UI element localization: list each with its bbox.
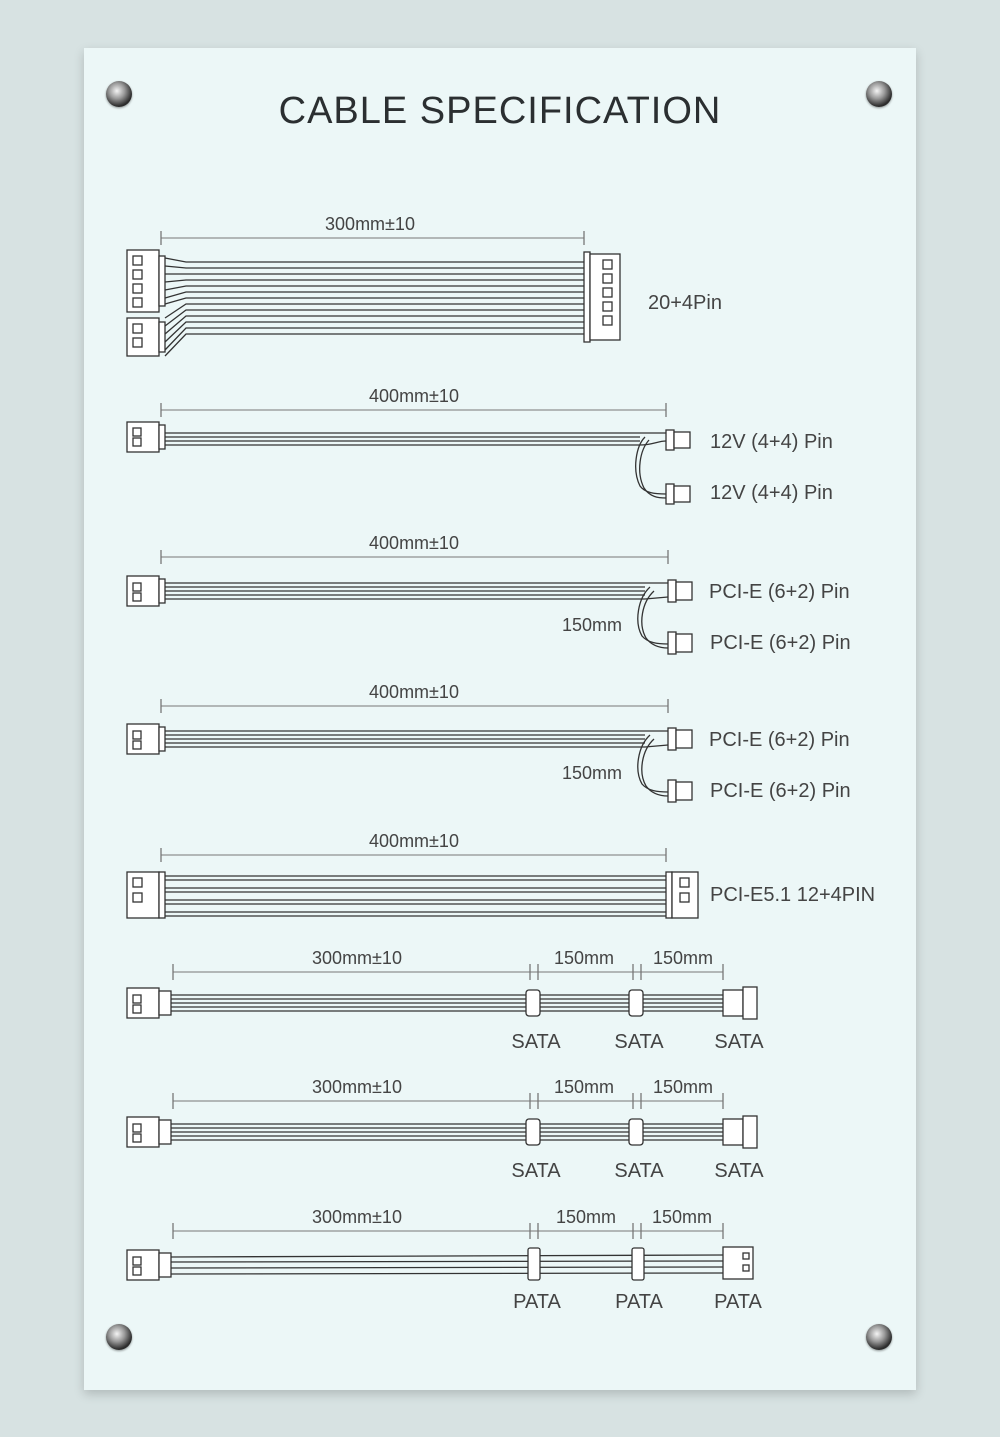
pata-segment-3-label: 150mm (651, 1207, 713, 1227)
pcie-6pin-connector-icon (127, 724, 165, 754)
sata-connector-icon (629, 990, 643, 1016)
pcie5-connector-label: PCI-E5.1 12+4PIN (710, 884, 876, 906)
cable-sata-1 (127, 964, 757, 1019)
pata-connector-icon (528, 1248, 540, 1280)
cpu-length-label: 400mm±10 (369, 386, 459, 406)
atx-length-label: 300mm±10 (325, 214, 415, 234)
cpu-4pin-connector-icon (666, 430, 690, 504)
sata1-connector-label-1: SATA (511, 1031, 561, 1053)
sata2-connector-label-3: SATA (714, 1160, 764, 1182)
sata-connector-icon (526, 990, 540, 1016)
sata-connector-icon (743, 987, 757, 1019)
pata-connector-icon (723, 1247, 753, 1279)
cpu-8pin-connector-icon (127, 422, 165, 452)
cable-sata-2 (127, 1093, 757, 1148)
sata-psu-connector-icon (127, 1117, 171, 1147)
pcie-6pin-connector-icon (127, 576, 165, 606)
sata1-segment-2-label: 150mm (553, 948, 615, 968)
pata-connector-label-2: PATA (615, 1291, 663, 1313)
sata-psu-connector-icon (127, 988, 171, 1018)
sata2-connector-label-2: SATA (614, 1160, 664, 1182)
cable-pcie-1 (127, 550, 692, 654)
pcie-6plus2-connector-icon (668, 728, 692, 802)
pata-connector-label-1: PATA (513, 1291, 561, 1313)
atx-4pin-connector-icon (127, 318, 165, 356)
pcie1-branch-label: 150mm (561, 615, 622, 635)
sata2-segment-3-label: 150mm (652, 1077, 714, 1097)
cable-pcie-2 (127, 699, 692, 802)
pcie2-connector-label-1: PCI-E (6+2) Pin (709, 729, 850, 751)
cable-cpu (127, 403, 690, 504)
pcie1-length-label: 400mm±10 (369, 533, 459, 553)
sata1-connector-label-2: SATA (614, 1031, 664, 1053)
pcie2-length-label: 400mm±10 (369, 682, 459, 702)
cpu-connector-label-1: 12V (4+4) Pin (710, 431, 833, 453)
sata-connector-icon (629, 1119, 643, 1145)
sata1-connector-label-3: SATA (714, 1031, 764, 1053)
sata2-segment-2-label: 150mm (553, 1077, 615, 1097)
atx-20pin-connector-icon (127, 250, 165, 312)
pata-psu-connector-icon (127, 1250, 171, 1280)
pcie1-connector-label-1: PCI-E (6+2) Pin (709, 581, 850, 603)
pcie5-12pin-connector-icon (666, 872, 698, 918)
atx-24pin-connector-icon (584, 252, 620, 342)
pcie-6plus2-connector-icon (668, 580, 692, 654)
pata-segment-2-label: 150mm (555, 1207, 617, 1227)
pcie5-length-label: 400mm±10 (369, 831, 459, 851)
cable-atx (127, 231, 620, 356)
sata1-segment-3-label: 150mm (652, 948, 714, 968)
page-title: CABLE SPECIFICATION (278, 90, 722, 132)
sata1-segment-1-label: 300mm±10 (312, 948, 402, 968)
pcie2-branch-label: 150mm (561, 763, 622, 783)
sata2-connector-label-1: SATA (511, 1160, 561, 1182)
cable-pcie5 (127, 848, 698, 918)
cable-pata (127, 1223, 753, 1280)
sata-connector-icon (526, 1119, 540, 1145)
sata2-segment-1-label: 300mm±10 (312, 1077, 402, 1097)
pcie2-connector-label-2: PCI-E (6+2) Pin (710, 780, 851, 802)
cpu-connector-label-2: 12V (4+4) Pin (710, 482, 833, 504)
pcie5-12pin-connector-icon (127, 872, 165, 918)
pata-segment-1-label: 300mm±10 (312, 1207, 402, 1227)
sata-connector-icon (743, 1116, 757, 1148)
pata-connector-icon (632, 1248, 644, 1280)
atx-connector-label: 20+4Pin (648, 292, 722, 314)
pcie1-connector-label-2: PCI-E (6+2) Pin (710, 632, 851, 654)
pata-connector-label-3: PATA (714, 1291, 762, 1313)
